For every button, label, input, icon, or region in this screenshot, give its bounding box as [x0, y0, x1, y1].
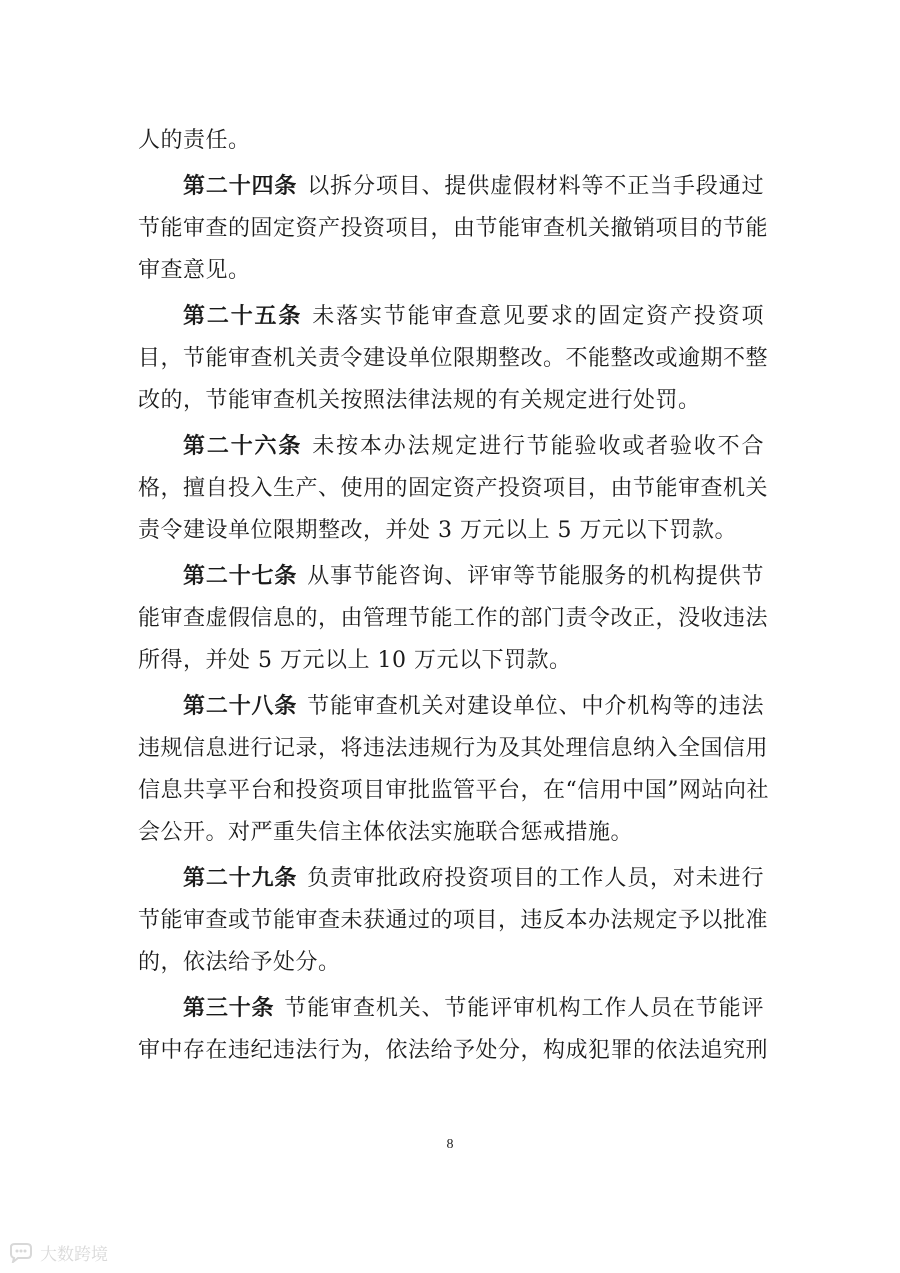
- page-number: 8: [446, 1137, 454, 1152]
- watermark: [8, 1240, 108, 1265]
- line-text: 人的责任。: [138, 128, 251, 153]
- text-line: [138, 214, 769, 244]
- text-line: [138, 386, 764, 416]
- line-text: 未落实节能审查意见要求的固定资产投资项: [312, 304, 764, 329]
- article-line: [183, 172, 764, 202]
- line-text: 以拆分项目、提供虚假材料等不正当手段通过: [307, 174, 764, 199]
- line-text: 未按本办法规定进行节能验收或者验收不合: [312, 434, 764, 459]
- line-text: 能审查虚假信息的，由管理节能工作的部门责令改正，没收违法: [138, 606, 769, 631]
- line-text: 所得，并处 5 万元以上 10 万元以下罚款。: [138, 648, 572, 673]
- line-text: 格，擅自投入生产、使用的固定资产投资项目，由节能审查机关: [138, 476, 769, 501]
- line-text: 审中存在违纪违法行为，依法给予处分，构成犯罪的依法追究刑: [138, 1038, 769, 1063]
- line-text: 审查意见。: [138, 258, 251, 283]
- line-text: 会公开。对严重失信主体依法实施联合惩戒措施。: [138, 820, 634, 845]
- text-line: [138, 344, 769, 374]
- article-line: [183, 692, 764, 722]
- text-line: [138, 818, 764, 848]
- article-number: 第二十八条: [183, 694, 298, 719]
- text-line: [138, 516, 764, 546]
- text-line: [138, 604, 769, 634]
- text-line: [138, 906, 769, 936]
- article-line: [183, 994, 764, 1024]
- article-line: [183, 864, 764, 894]
- article-line: [183, 432, 764, 462]
- line-text: 节能审查的固定资产投资项目，由节能审查机关撤销项目的节能: [138, 216, 769, 241]
- text-line: [138, 1036, 769, 1066]
- line-text: 目，节能审查机关责令建设单位限期整改。不能整改或逾期不整: [138, 346, 769, 371]
- line-text: 节能审查或节能审查未获通过的项目，违反本办法规定予以批准: [138, 908, 769, 933]
- article-number: 第二十四条: [183, 174, 298, 199]
- line-text: 责令建设单位限期整改，并处 3 万元以上 5 万元以下罚款。: [138, 518, 737, 543]
- text-line: [138, 734, 769, 764]
- article-number: 第二十七条: [183, 564, 298, 589]
- line-text: 节能审查机关对建设单位、中介机构等的违法: [307, 694, 764, 719]
- text-line: [138, 474, 769, 504]
- article-number: 第二十五条: [183, 304, 303, 329]
- line-text: 改的，节能审查机关按照法律法规的有关规定进行处罚。: [138, 388, 701, 413]
- text-line: [138, 646, 764, 676]
- text-line: [138, 126, 764, 156]
- article-number: 第三十条: [183, 996, 275, 1021]
- chat-bubble-logo-icon: [8, 1243, 34, 1263]
- watermark-text: 大数跨境: [40, 1245, 108, 1265]
- article-line: [183, 562, 764, 592]
- line-text: 违规信息进行记录，将违法违规行为及其处理信息纳入全国信用: [138, 736, 769, 761]
- line-text: 负责审批政府投资项目的工作人员，对未进行: [307, 866, 764, 891]
- text-line: [138, 256, 764, 286]
- text-line: [138, 948, 764, 978]
- line-text: 节能审查机关、节能评审机构工作人员在节能评: [284, 996, 764, 1021]
- line-text: 从事节能咨询、评审等节能服务的机构提供节: [307, 564, 764, 589]
- article-number: 第二十九条: [183, 866, 298, 891]
- line-text: 信息共享平台和投资项目审批监管平台，在“信用中国”网站向社: [138, 778, 769, 803]
- article-number: 第二十六条: [183, 434, 303, 459]
- text-line: [138, 776, 769, 806]
- line-text: 的，依法给予处分。: [138, 950, 341, 975]
- article-line: [183, 302, 764, 332]
